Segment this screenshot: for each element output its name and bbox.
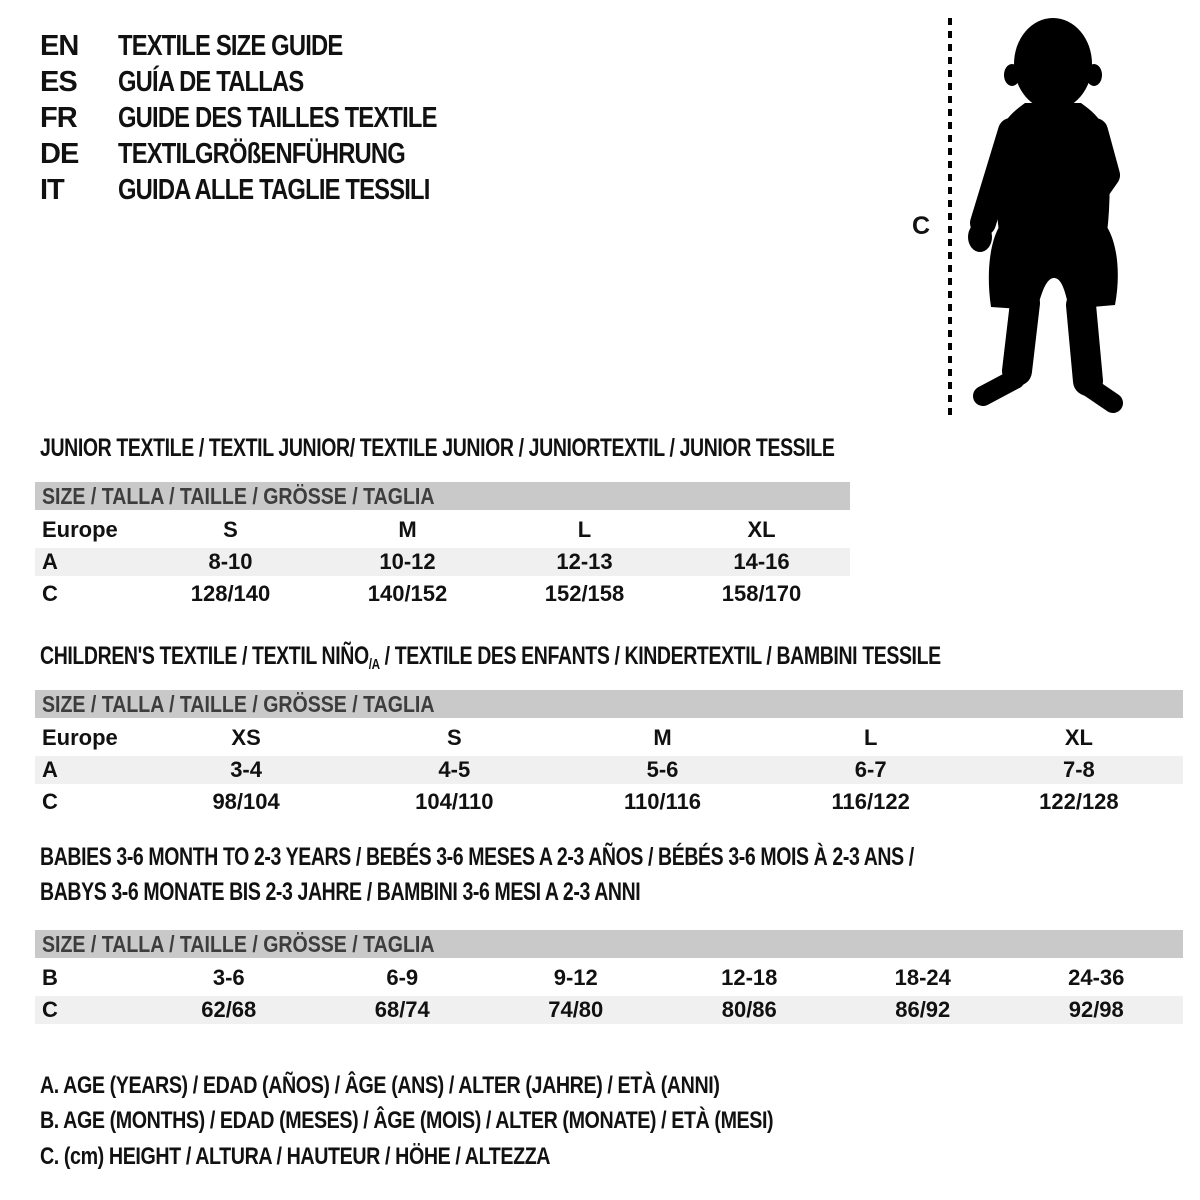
legend-age-years: A. AGE (YEARS) / EDAD (AÑOS) / ÂGE (ANS) / ALTER (JAHRE) / ETÀ (ANNI) <box>40 1072 720 1099</box>
height-cell: 68/74 <box>374 997 430 1022</box>
babies-section-title-line1: BABIES 3-6 MONTH TO 2-3 YEARS / BEBÉS 3-6 MESES A 2-3 AÑOS / BÉBÉS 3-6 MOIS À 2-3 ANS / <box>40 843 914 871</box>
age-cell: 7-8 <box>1062 757 1095 782</box>
children-section-title: CHILDREN'S TEXTILE / TEXTIL $NIÑO_{/A}$ / TEXTILE DES ENFANTS / KINDERTEXTIL / BAMBINI TESSILE <box>40 642 941 673</box>
row-label-c: C <box>42 997 58 1022</box>
size-cell: M <box>398 517 417 542</box>
lang-code-es: ES <box>40 65 77 98</box>
junior-section-title: JUNIOR TEXTILE / TEXTIL JUNIOR/ TEXTILE JUNIOR / JUNIORTEXTIL / JUNIOR TESSILE <box>40 434 835 462</box>
size-cell: XL <box>1064 725 1093 750</box>
babies-age-row <box>35 964 1183 992</box>
lang-title-es: GUÍA DE TALLAS <box>118 65 304 98</box>
age-cell: 5-6 <box>646 757 679 782</box>
height-cell: 158/170 <box>721 581 802 606</box>
row-label-a: A <box>42 757 58 782</box>
row-label-a: A <box>42 549 58 574</box>
children-size-header-bar: SIZE / TALLA / TAILLE / GRÖSSE / TAGLIA <box>35 690 1183 718</box>
children-age-row <box>35 756 1183 784</box>
size-cell: L <box>577 517 592 542</box>
lang-row-it <box>40 172 507 208</box>
lang-row-es <box>40 64 507 100</box>
lang-code-it: IT <box>40 173 64 206</box>
height-cell: 92/98 <box>1068 997 1124 1022</box>
children-europe-row <box>35 724 1183 752</box>
height-cell: 86/92 <box>895 997 951 1022</box>
height-dashed-line <box>948 18 952 416</box>
age-cell: 8-10 <box>208 549 253 574</box>
height-cell: 128/140 <box>190 581 271 606</box>
age-cell: 6-7 <box>854 757 887 782</box>
nino-a-subscript: /A <box>368 656 380 673</box>
age-cell: 18-24 <box>894 965 951 990</box>
size-cell: XL <box>747 517 776 542</box>
height-cell: 98/104 <box>212 789 280 814</box>
height-measure-label: C <box>912 212 931 240</box>
toddler-silhouette-icon <box>963 15 1143 420</box>
height-cell: 62/68 <box>201 997 257 1022</box>
size-cell: S <box>223 517 238 542</box>
lang-row-de <box>40 136 507 172</box>
height-cell: 152/158 <box>544 581 625 606</box>
size-cell: L <box>863 725 878 750</box>
children-height-row <box>35 788 1183 816</box>
junior-europe-row <box>35 516 850 544</box>
height-cell: 104/110 <box>415 789 494 814</box>
height-cell: 122/128 <box>1039 789 1119 814</box>
size-cell: M <box>653 725 672 750</box>
row-label-c: C <box>42 581 58 606</box>
lang-code-fr: FR <box>40 101 77 134</box>
row-label-b: B <box>42 965 58 990</box>
legend-height-cm: C. (cm) HEIGHT / ALTURA / HAUTEUR / HÖHE / ALTEZZA <box>40 1143 551 1170</box>
row-label-europe: Europe <box>42 725 118 750</box>
age-cell: 3-6 <box>212 965 245 990</box>
junior-age-row <box>35 548 850 576</box>
lang-title-de: TEXTILGRÖßENFÜHRUNG <box>118 137 405 170</box>
legend-age-months: B. AGE (MONTHS) / EDAD (MESES) / ÂGE (MOIS) / ALTER (MONATE) / ETÀ (MESI) <box>40 1107 774 1134</box>
lang-code-de: DE <box>40 137 79 170</box>
babies-height-row <box>35 996 1183 1024</box>
lang-row-fr <box>40 100 507 136</box>
age-cell: 12-13 <box>556 549 613 574</box>
language-title-list <box>40 28 507 208</box>
age-cell: 3-4 <box>230 757 262 782</box>
age-cell: 12-18 <box>721 965 778 990</box>
junior-height-row <box>35 580 850 608</box>
age-cell: 24-36 <box>1068 965 1125 990</box>
lang-title-it: GUIDA ALLE TAGLIE TESSILI <box>118 173 430 206</box>
height-cell: 110/116 <box>623 789 702 814</box>
age-cell: 14-16 <box>733 549 790 574</box>
lang-title-fr: GUIDE DES TAILLES TEXTILE <box>118 101 437 134</box>
height-cell: 80/86 <box>721 997 777 1022</box>
babies-section-title-line2: BABYS 3-6 MONATE BIS 2-3 JAHRE / BAMBINI 3-6 MESI A 2-3 ANNI <box>40 878 641 906</box>
children-size-table <box>35 690 1183 820</box>
lang-row-en <box>40 28 507 64</box>
age-cell: 6-9 <box>386 965 419 990</box>
lang-code-en: EN <box>40 29 79 62</box>
row-label-europe: Europe <box>42 517 118 542</box>
babies-size-header-bar: SIZE / TALLA / TAILLE / GRÖSSE / TAGLIA <box>35 930 1183 958</box>
junior-size-table <box>35 482 850 612</box>
junior-size-header-bar: SIZE / TALLA / TAILLE / GRÖSSE / TAGLIA <box>35 482 850 510</box>
age-cell: 4-5 <box>438 757 471 782</box>
age-cell: 10-12 <box>379 549 436 574</box>
size-cell: S <box>446 725 462 750</box>
age-cell: 9-12 <box>553 965 598 990</box>
size-cell: XS <box>231 725 261 750</box>
row-label-c: C <box>42 789 58 814</box>
lang-title-en: TEXTILE SIZE GUIDE <box>118 29 343 62</box>
height-cell: 74/80 <box>548 997 604 1022</box>
babies-size-table <box>35 930 1183 1028</box>
height-cell: 140/152 <box>367 581 448 606</box>
height-cell: 116/122 <box>831 789 910 814</box>
